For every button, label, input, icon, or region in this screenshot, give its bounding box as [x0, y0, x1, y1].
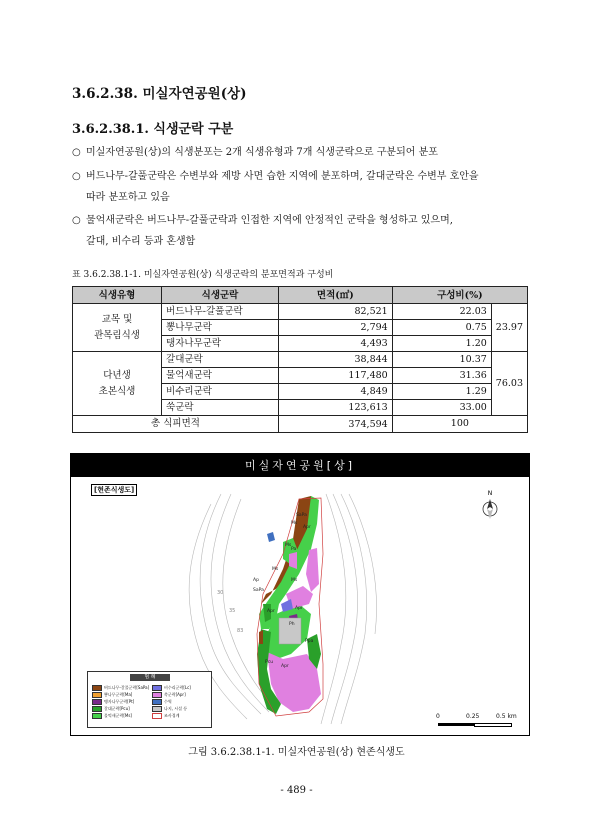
- ratio-cell: 10.37: [392, 352, 491, 368]
- scale-segment: [438, 723, 474, 726]
- total-label-cell: 총 식피면적: [73, 416, 279, 433]
- ratio-cell: 31.36: [392, 368, 491, 384]
- bullet-item: [72, 142, 542, 163]
- community-cell: 비수리군락: [162, 384, 279, 400]
- legend-swatch: [92, 692, 102, 698]
- figure-caption: 그림 3.6.2.38.1-1. 미실자연공원(상) 현존식생도: [188, 747, 405, 758]
- area-cell: 117,480: [278, 368, 392, 384]
- map-title: 미실자연공원[상]: [71, 454, 529, 477]
- polygon-label: Ph: [289, 622, 295, 627]
- polygon-label: Ms: [285, 543, 292, 548]
- scale-label: 0: [436, 713, 440, 720]
- legend-label: 탱자나무군락[Pt]: [104, 699, 135, 704]
- map-legend: [87, 671, 212, 728]
- polygon-label: Apr: [295, 606, 303, 611]
- bullet-mark: ○: [72, 171, 81, 182]
- area-cell: 4,493: [278, 336, 392, 352]
- page-number: - 489 -: [280, 785, 313, 796]
- vegetation-map: [70, 453, 530, 736]
- legend-label: 버드나무-갈풀군락[SaPa]: [104, 685, 150, 690]
- scale-label: 0.5 km: [496, 713, 517, 720]
- polygon-label: SaPa: [253, 588, 264, 593]
- polygon-label: Ppa: [305, 639, 314, 644]
- map-label: [현존식생도]: [91, 484, 137, 496]
- legend-item: [152, 706, 187, 712]
- community-cell: 뽕나무군락: [162, 320, 279, 336]
- legend-item: [92, 692, 132, 698]
- bullet-text-cont: 따라 분포하고 있음: [86, 192, 170, 203]
- subtotal-cell: 23.97: [491, 304, 527, 352]
- col-header: 면적(㎡): [278, 287, 392, 304]
- veg-type-cell: 다년생 초본식생: [73, 352, 162, 416]
- vegetation-polygons: [257, 496, 323, 716]
- community-cell: 물억새군락: [162, 368, 279, 384]
- bullet-item: [72, 166, 542, 208]
- polygon-label: Apr: [303, 525, 311, 530]
- veg-type-cell: 교목 및 관목림식생: [73, 304, 162, 352]
- table-row: [73, 304, 528, 320]
- legend-label: 갈대군락[Pcu]: [104, 706, 130, 711]
- ratio-cell: 1.20: [392, 336, 491, 352]
- legend-swatch: [152, 699, 162, 705]
- polygon-label: Pa: [291, 547, 297, 552]
- legend-swatch: [152, 692, 162, 698]
- ratio-cell: 33.00: [392, 400, 491, 416]
- polygon-label: Apr: [281, 664, 289, 669]
- area-cell: 82,521: [278, 304, 392, 320]
- total-area-cell: 374,594: [278, 416, 392, 433]
- table-total-row: [73, 416, 528, 433]
- col-header: 구성비(%): [392, 287, 527, 304]
- area-cell: 4,849: [278, 384, 392, 400]
- legend-swatch: [152, 713, 162, 719]
- subtotal-cell: 76.03: [491, 352, 527, 416]
- legend-label: 뽕나무군락[Ma]: [104, 692, 133, 697]
- polygon-label: Apr: [267, 609, 275, 614]
- bullet-item: [72, 210, 542, 252]
- subsection-heading: 3.6.2.38.1. 식생군락 구분: [72, 122, 234, 137]
- road-label: 35: [229, 608, 236, 614]
- legend-swatch: [92, 706, 102, 712]
- polygon-label: Pcu: [265, 660, 274, 665]
- legend-label: 물억새군락[Ms]: [104, 713, 132, 718]
- section-heading: 3.6.2.38. 미실자연공원(상): [72, 86, 247, 102]
- polygon-label: Ap: [253, 578, 259, 583]
- col-header: 식생군락: [162, 287, 279, 304]
- bullet-mark: ○: [72, 215, 81, 226]
- table-caption: 표 3.6.2.38.1-1. 미실자연공원(상) 식생군락의 분포면적과 구성비: [72, 270, 334, 280]
- vegetation-table: [72, 286, 528, 433]
- scale-bar: [436, 710, 521, 730]
- legend-item: [152, 685, 191, 691]
- community-cell: 탱자나무군락: [162, 336, 279, 352]
- legend-swatch: [152, 706, 162, 712]
- road-label: 83: [237, 628, 244, 634]
- area-cell: 38,844: [278, 352, 392, 368]
- legend-item: [92, 685, 149, 691]
- polygon-label: Ms: [291, 521, 298, 526]
- bullet-text: 버드나무-갈풀군락은 수변부와 제방 사면 습한 지역에 분포하며, 갈대군락은 수변부 호안을: [86, 171, 479, 182]
- legend-swatch: [92, 685, 102, 691]
- legend-label: 조사경계: [164, 713, 180, 718]
- polygon-label: SaPa: [296, 513, 307, 518]
- area-cell: 123,613: [278, 400, 392, 416]
- legend-label: 쑥군락[Apr]: [164, 692, 186, 697]
- bullet-text: 미실자연공원(상)의 식생분포는 2개 식생유형과 7개 식생군락으로 구분되어 분포: [86, 147, 438, 158]
- scale-label: 0.25: [466, 713, 480, 720]
- community-cell: 갈대군락: [162, 352, 279, 368]
- legend-item: [92, 699, 134, 705]
- legend-swatch: [152, 685, 162, 691]
- legend-label: 수역: [164, 699, 172, 704]
- ratio-cell: 1.29: [392, 384, 491, 400]
- road-labels: [217, 590, 243, 634]
- legend-title: 범 례: [130, 674, 170, 681]
- total-ratio-cell: 100: [392, 416, 527, 433]
- legend-item: [152, 713, 179, 719]
- north-label: N: [487, 490, 493, 497]
- community-cell: 쑥군락: [162, 400, 279, 416]
- bullet-mark: ○: [72, 147, 81, 158]
- legend-swatch: [92, 699, 102, 705]
- bullet-text: 물억새군락은 버드나무-갈풀군락과 인접한 지역에 안정적인 군락을 형성하고 있으며,: [86, 215, 453, 226]
- bullet-text-cont: 갈대, 비수리 등과 혼생함: [86, 236, 196, 247]
- scale-segment: [474, 723, 512, 727]
- legend-item: [92, 713, 132, 719]
- legend-item: [152, 699, 172, 705]
- legend-item: [152, 692, 186, 698]
- polygon-label: Ms: [272, 567, 279, 572]
- ratio-cell: 0.75: [392, 320, 491, 336]
- community-cell: 버드나무-갈풀군락: [162, 304, 279, 320]
- area-cell: 2,794: [278, 320, 392, 336]
- legend-item: [92, 706, 130, 712]
- legend-label: 나지, 시설 등: [164, 706, 188, 711]
- ratio-cell: 22.03: [392, 304, 491, 320]
- table-header-row: [73, 287, 528, 304]
- legend-label: 비수리군락[Lc]: [164, 685, 191, 690]
- polygon-label: Ms: [291, 578, 298, 583]
- col-header: 식생유형: [73, 287, 162, 304]
- north-arrow-icon: [483, 490, 497, 519]
- road-label: 30: [217, 590, 224, 596]
- legend-swatch: [92, 713, 102, 719]
- table-row: [73, 352, 528, 368]
